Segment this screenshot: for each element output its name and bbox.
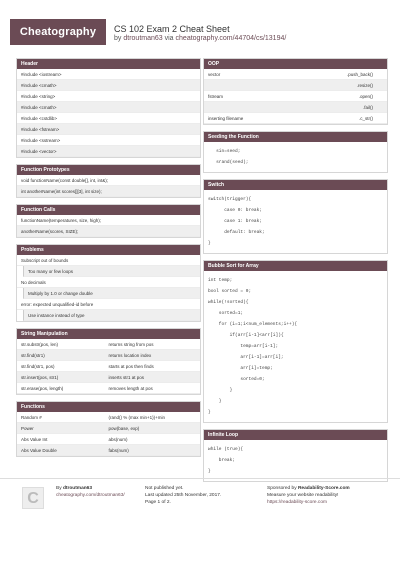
code-line: switch(trigger){: [208, 197, 252, 202]
code-line: temp=arr[i-1];: [208, 344, 279, 349]
section-title: Problems: [17, 245, 200, 255]
table-row: [17, 372, 200, 383]
code-line: break;: [208, 458, 236, 463]
section-title: Function Calls: [17, 205, 200, 215]
code-block: [204, 190, 387, 253]
section-title: Infinite Loop: [204, 430, 387, 440]
code-block: [204, 440, 387, 481]
section-switch: [203, 179, 388, 254]
row-key: Abs Value Double: [21, 448, 57, 453]
via-label: via: [164, 35, 174, 42]
list-item: anotherName(scores, SIZE);: [17, 226, 200, 237]
code-line: sin=seed;: [208, 149, 241, 154]
section-bubble-sort-for-array: [203, 260, 388, 423]
footer-by-label: By: [56, 486, 62, 491]
solution-note: Multiply by 1.0 or change double: [23, 288, 200, 299]
list-item: #include <fstream>: [17, 124, 200, 135]
table-row: [17, 339, 200, 350]
row-key: fstream: [208, 94, 224, 99]
section-function-prototypes: [16, 164, 201, 198]
code-line: }: [208, 469, 211, 474]
footer-author-name[interactable]: dtroutman63: [62, 486, 93, 491]
row-value: abs(num): [108, 437, 128, 442]
row-value: .c_str(): [359, 116, 373, 121]
footer-sponsor: [267, 485, 350, 506]
code-line: sorted=0;: [208, 377, 265, 382]
code-line: case 1: break;: [208, 219, 263, 224]
row-key: Power: [21, 426, 34, 431]
code-line: int temp;: [208, 278, 233, 283]
code-line: }: [208, 388, 233, 393]
section-function-calls: [16, 204, 201, 238]
row-key: vector: [208, 72, 221, 77]
code-line: while(!sorted){: [208, 300, 249, 305]
sponsor-name[interactable]: Readability-Score.com: [297, 486, 350, 491]
list-item: void functionName(const double[], int, int&);: [17, 175, 200, 186]
footer-author: [56, 485, 125, 499]
section-header: [16, 58, 201, 158]
code-line: }: [208, 410, 211, 415]
solution-note: Too many or few loops: [23, 266, 200, 277]
table-row: [204, 69, 387, 80]
code-block: [204, 271, 387, 422]
solution-note: Use instance instead of type: [23, 310, 200, 321]
page-header: [0, 0, 400, 52]
code-line: while (true){: [208, 447, 244, 452]
row-key: str.find(str1, pos): [21, 364, 55, 369]
problem-note: No decimals: [17, 277, 200, 288]
row-value: .open(): [358, 94, 373, 99]
code-line: srand(seed);: [208, 160, 249, 165]
code-line: case 0: break;: [208, 208, 263, 213]
row-value: pow(base, exp): [108, 426, 140, 431]
row-value: inserts str1 at pos: [108, 375, 145, 380]
row-value: fabs(num): [108, 448, 129, 453]
section-title: Seeding the Function: [204, 132, 387, 142]
table-row: [17, 361, 200, 372]
left-column: [16, 58, 201, 463]
code-line: arr[i]=temp;: [208, 366, 273, 371]
table-row: [17, 445, 200, 456]
row-value: starts at pos then finds: [108, 364, 154, 369]
section-problems: [16, 244, 201, 322]
section-functions: [16, 401, 201, 457]
last-updated: Last updated 25th November, 2017.: [145, 493, 222, 498]
section-infinite-loop: [203, 429, 388, 482]
section-title: Bubble Sort for Array: [204, 261, 387, 271]
sponsor-label: Sponsored by: [267, 486, 297, 491]
row-value: .fail(): [363, 105, 373, 110]
section-title: Header: [17, 59, 200, 69]
list-item: int anotherName(int scores[][3], int size);: [17, 186, 200, 197]
code-line: if(arr[i-1]<arr[i]){: [208, 333, 284, 338]
author-link[interactable]: dtroutman63: [123, 35, 163, 42]
row-value: returns location index: [108, 353, 152, 358]
section-title: Function Prototypes: [17, 165, 200, 175]
list-item: #include <iostream>: [17, 69, 200, 80]
code-line: arr[i-1]=arr[i];: [208, 355, 284, 360]
list-item: #include <sstream>: [17, 135, 200, 146]
section-title: String Manipulation: [17, 329, 200, 339]
table-row: [204, 113, 387, 124]
list-item: #include <vector>: [17, 146, 200, 157]
code-line: default: break;: [208, 230, 265, 235]
cheatography-logo[interactable]: Cheatography: [10, 19, 106, 45]
sponsor-tagline: Measure your website readability!: [267, 493, 339, 498]
byline: [114, 35, 286, 42]
code-block: [204, 142, 387, 172]
row-value: (rand() % (max min+1))+min: [108, 415, 166, 420]
page-number: Page 1 of 2.: [145, 500, 171, 505]
footer-author-link[interactable]: cheatography.com/dtroutman63/: [56, 493, 125, 498]
row-value: .resize(): [356, 83, 373, 88]
code-line: }: [208, 399, 222, 404]
published-status: Not published yet.: [145, 486, 184, 491]
list-item: #include <cmath>: [17, 102, 200, 113]
row-key: Abs Value Int: [21, 437, 48, 442]
code-line: }: [208, 241, 211, 246]
code-line: for (i=1;i<num_elements;i++){: [208, 322, 298, 327]
sponsor-url-link[interactable]: https://readability-score.com: [267, 500, 327, 505]
list-item: #include <cstdlib>: [17, 113, 200, 124]
list-item: #include <cmath>: [17, 80, 200, 91]
sheet-url-link[interactable]: cheatography.com/44704/cs/13194/: [175, 35, 287, 42]
page-title: CS 102 Exam 2 Cheat Sheet: [114, 24, 230, 34]
table-row: [17, 423, 200, 434]
row-key: inserting filename: [208, 116, 244, 121]
section-title: OOP: [204, 59, 387, 69]
row-key: Random #: [21, 415, 42, 420]
row-key: str.substr(pos, len): [21, 342, 59, 347]
row-value: removes length at pos: [108, 386, 153, 391]
footer-meta: [145, 485, 221, 506]
row-key: str.find(str1): [21, 353, 45, 358]
table-row: [17, 350, 200, 361]
table-row: [204, 91, 387, 102]
section-title: Functions: [17, 402, 200, 412]
table-row: [17, 383, 200, 394]
page-footer: [0, 478, 400, 524]
section-seeding-the-function: [203, 131, 388, 173]
section-title: Switch: [204, 180, 387, 190]
row-key: str.insert(pos, str1): [21, 375, 59, 380]
table-row: [204, 80, 387, 91]
row-key: str.erase(pos, length): [21, 386, 64, 391]
row-value: returns string from pos: [108, 342, 154, 347]
problem-note: error: expected unqualified-id before: [17, 299, 200, 310]
by-label: by: [114, 35, 122, 42]
section-string-manipulation: [16, 328, 201, 395]
code-line: bool sorted = 0;: [208, 289, 252, 294]
list-item: #include <string>: [17, 91, 200, 102]
list-item: functionName(temperatures, size, high);: [17, 215, 200, 226]
problem-note: Subscript out of bounds: [17, 255, 200, 266]
section-oop: [203, 58, 388, 125]
table-row: [17, 434, 200, 445]
code-line: sorted=1;: [208, 311, 244, 316]
right-column: [203, 58, 388, 488]
author-avatar[interactable]: C: [22, 487, 44, 509]
table-row: [17, 412, 200, 423]
row-value: .push_back(): [346, 72, 373, 77]
table-row: [204, 102, 387, 113]
